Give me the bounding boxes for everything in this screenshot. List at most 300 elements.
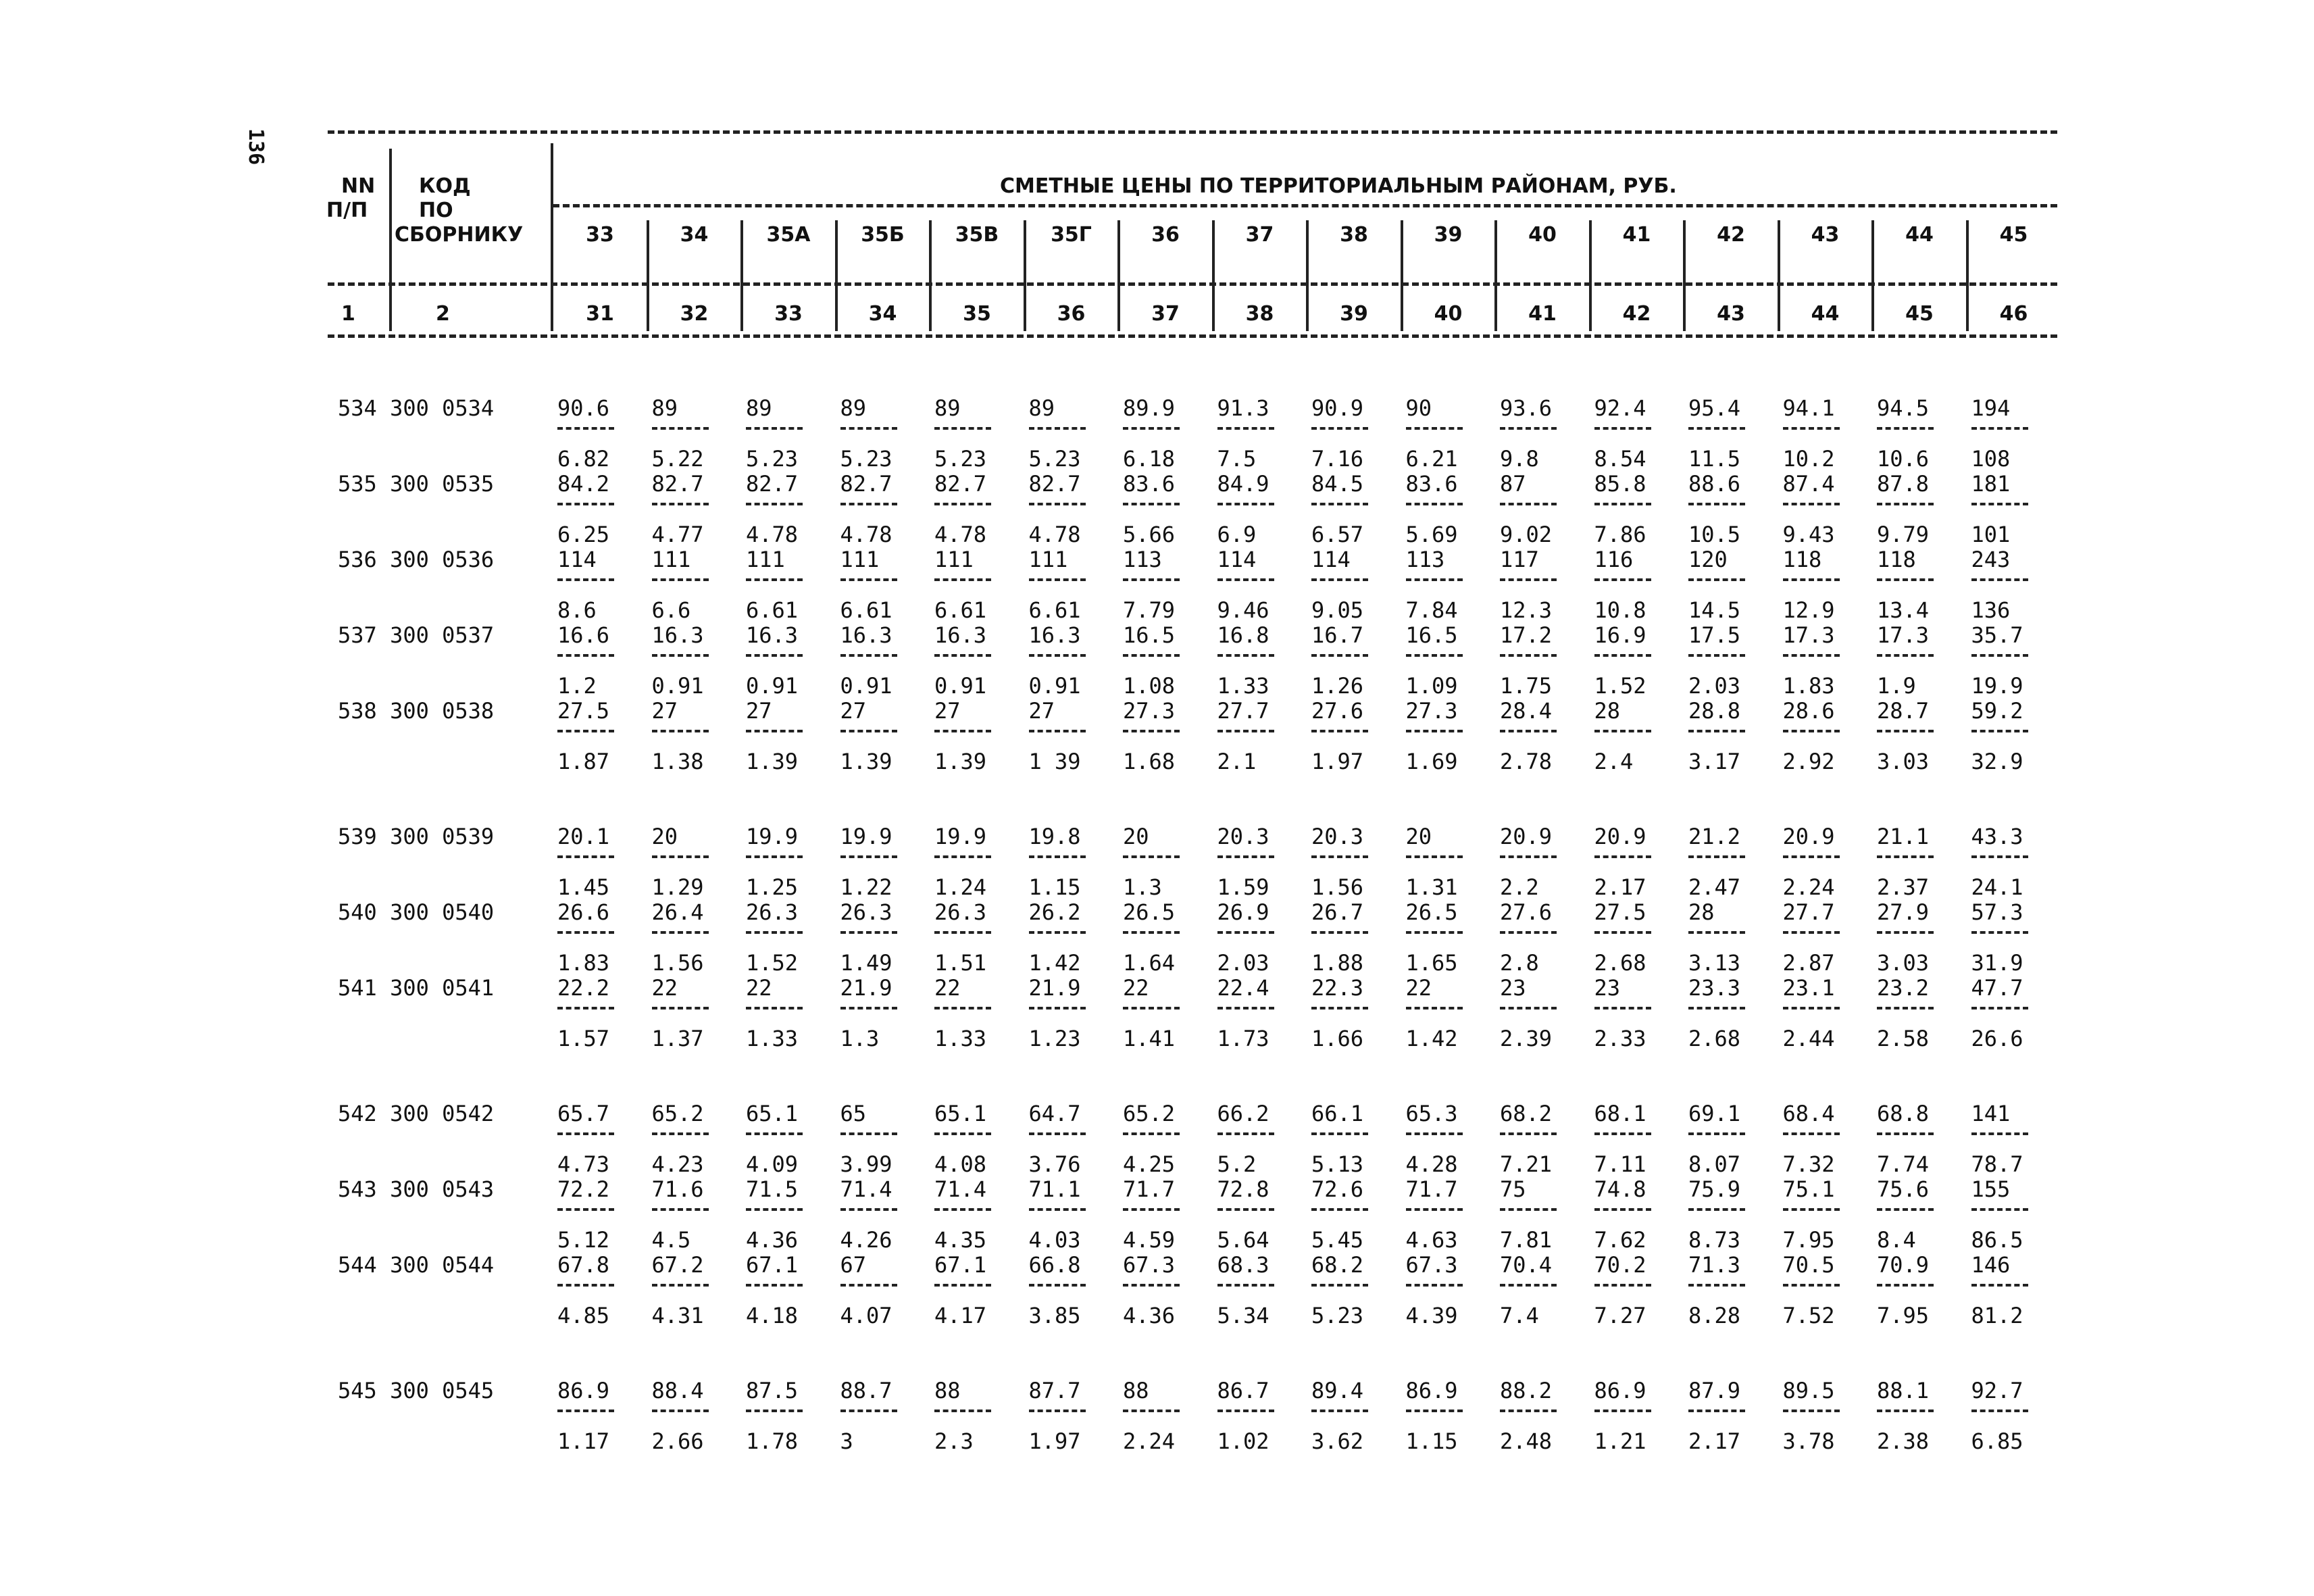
fraction-bar xyxy=(1406,1007,1463,1009)
price-denominator: 6.82 xyxy=(557,446,610,472)
price-numerator: 65.2 xyxy=(651,1101,704,1126)
price-denominator: 1.2 xyxy=(557,673,597,699)
price-numerator: 111 xyxy=(746,547,785,572)
price-numerator: 90 xyxy=(1405,395,1432,421)
fraction-bar xyxy=(1783,1132,1840,1135)
price-denominator: 6.6 xyxy=(651,597,691,623)
fraction-bar xyxy=(1311,1410,1368,1412)
price-denominator: 14.5 xyxy=(1688,597,1741,623)
price-numerator: 86.9 xyxy=(557,1378,610,1403)
price-numerator: 16.3 xyxy=(746,622,799,648)
price-denominator: 7.4 xyxy=(1500,1303,1539,1328)
header-colnum: 1 xyxy=(341,302,355,326)
fraction-bar xyxy=(1311,1208,1368,1211)
fraction-bar xyxy=(1688,730,1745,732)
price-denominator: 1.38 xyxy=(651,749,704,774)
price-denominator: 2.24 xyxy=(1123,1428,1176,1454)
price-denominator: 5.66 xyxy=(1123,522,1176,547)
header-title: СМЕТНЫЕ ЦЕНЫ ПО ТЕРРИТОРИАЛЬНЫМ РАЙОНАМ, РУБ. xyxy=(1000,174,1677,198)
price-numerator: 16.3 xyxy=(934,622,987,648)
price-numerator: 20 xyxy=(651,824,678,849)
price-numerator: 68.2 xyxy=(1500,1101,1553,1126)
price-numerator: 65.1 xyxy=(934,1101,987,1126)
price-numerator: 16.3 xyxy=(840,622,892,648)
price-numerator: 28.6 xyxy=(1782,698,1835,724)
price-denominator: 2.66 xyxy=(651,1428,704,1454)
price-denominator: 4.23 xyxy=(651,1151,704,1177)
price-denominator: 8.28 xyxy=(1688,1303,1741,1328)
price-numerator: 95.4 xyxy=(1688,395,1741,421)
price-denominator: 1.52 xyxy=(746,950,799,976)
price-numerator: 65.3 xyxy=(1405,1101,1458,1126)
price-denominator: 1.42 xyxy=(1405,1026,1458,1051)
fraction-bar xyxy=(1688,931,1745,934)
header-divider xyxy=(740,220,743,331)
price-numerator: 67.2 xyxy=(651,1252,704,1278)
fraction-bar xyxy=(840,1132,897,1135)
price-numerator: 117 xyxy=(1500,547,1539,572)
fraction-bar xyxy=(746,931,803,934)
row-code: 536 300 0536 xyxy=(338,547,495,572)
price-denominator: 2.38 xyxy=(1877,1428,1930,1454)
price-denominator: 7.84 xyxy=(1405,597,1458,623)
fraction-bar xyxy=(934,578,991,581)
price-numerator: 27.5 xyxy=(557,698,610,724)
price-numerator: 84.9 xyxy=(1217,471,1269,497)
fraction-bar xyxy=(1217,730,1274,732)
price-numerator: 89.4 xyxy=(1311,1378,1364,1403)
fraction-bar xyxy=(1877,578,1934,581)
price-denominator: 1.21 xyxy=(1594,1428,1646,1454)
price-denominator: 1.83 xyxy=(1782,673,1835,699)
fraction-bar xyxy=(746,654,803,657)
price-numerator: 86.9 xyxy=(1594,1378,1646,1403)
price-denominator: 3.99 xyxy=(840,1151,892,1177)
price-denominator: 1.33 xyxy=(1217,673,1269,699)
price-denominator: 1.56 xyxy=(1311,874,1364,900)
price-denominator: 5.64 xyxy=(1217,1227,1269,1253)
price-denominator: 4.36 xyxy=(746,1227,799,1253)
price-numerator: 20 xyxy=(1405,824,1432,849)
fraction-bar xyxy=(1688,427,1745,430)
price-denominator: 4.5 xyxy=(651,1227,691,1253)
price-numerator: 20.1 xyxy=(557,824,610,849)
header-po: ПО xyxy=(419,199,453,222)
price-denominator: 6.61 xyxy=(1028,597,1081,623)
price-denominator: 2.87 xyxy=(1782,950,1835,976)
price-numerator: 72.8 xyxy=(1217,1176,1269,1202)
fraction-bar xyxy=(1123,931,1180,934)
fraction-bar xyxy=(1971,730,2028,732)
region-header: 35Б xyxy=(861,223,905,247)
price-numerator: 65 xyxy=(840,1101,867,1126)
fraction-bar xyxy=(1406,427,1463,430)
fraction-bar xyxy=(557,1007,614,1009)
fraction-bar xyxy=(652,1132,709,1135)
price-numerator: 35.7 xyxy=(1971,622,2023,648)
price-denominator: 6.9 xyxy=(1217,522,1257,547)
price-denominator: 4.78 xyxy=(746,522,799,547)
price-numerator: 65.7 xyxy=(557,1101,610,1126)
fraction-bar xyxy=(934,730,991,732)
fraction-bar xyxy=(1406,1208,1463,1211)
fraction-bar xyxy=(1971,1410,2028,1412)
price-numerator: 111 xyxy=(934,547,974,572)
price-denominator: 10.8 xyxy=(1594,597,1646,623)
price-denominator: 9.79 xyxy=(1877,522,1930,547)
fraction-bar xyxy=(557,654,614,657)
price-numerator: 16.5 xyxy=(1123,622,1176,648)
price-numerator: 23 xyxy=(1500,975,1526,1001)
fraction-bar xyxy=(1029,1410,1086,1412)
price-denominator: 7.16 xyxy=(1311,446,1364,472)
price-numerator: 89 xyxy=(934,395,961,421)
price-denominator: 2.17 xyxy=(1594,874,1646,900)
price-denominator: 1.45 xyxy=(557,874,610,900)
price-denominator: 1.15 xyxy=(1028,874,1081,900)
price-numerator: 17.2 xyxy=(1500,622,1553,648)
fraction-bar xyxy=(1029,427,1086,430)
price-denominator: 1.97 xyxy=(1311,749,1364,774)
region-header: 45 xyxy=(1999,223,2028,247)
fraction-bar xyxy=(746,503,803,505)
fraction-bar xyxy=(840,730,897,732)
fraction-bar xyxy=(840,654,897,657)
price-denominator: 4.39 xyxy=(1405,1303,1458,1328)
price-numerator: 27.5 xyxy=(1594,899,1646,925)
fraction-bar xyxy=(1311,1284,1368,1287)
price-denominator: 1.39 xyxy=(746,749,799,774)
price-denominator: 3.76 xyxy=(1028,1151,1081,1177)
fraction-bar xyxy=(1217,1007,1274,1009)
fraction-bar xyxy=(1688,654,1745,657)
price-numerator: 181 xyxy=(1971,471,2011,497)
price-numerator: 88.7 xyxy=(840,1378,892,1403)
price-numerator: 19.9 xyxy=(934,824,987,849)
price-numerator: 27.3 xyxy=(1123,698,1176,724)
price-denominator: 7.74 xyxy=(1877,1151,1930,1177)
fraction-bar xyxy=(1594,855,1651,858)
price-denominator: 12.3 xyxy=(1500,597,1553,623)
fraction-bar xyxy=(652,578,709,581)
price-numerator: 72.2 xyxy=(557,1176,610,1202)
price-denominator: 1.23 xyxy=(1028,1026,1081,1051)
price-numerator: 28.7 xyxy=(1877,698,1930,724)
price-numerator: 146 xyxy=(1971,1252,2011,1278)
fraction-bar xyxy=(1500,931,1557,934)
price-denominator: 0.91 xyxy=(840,673,892,699)
price-denominator: 3.17 xyxy=(1688,749,1741,774)
fraction-bar xyxy=(1877,1410,1934,1412)
header-mid-rule xyxy=(328,282,2057,286)
price-denominator: 1.08 xyxy=(1123,673,1176,699)
fraction-bar xyxy=(1688,1410,1745,1412)
price-numerator: 43.3 xyxy=(1971,824,2023,849)
price-numerator: 86.7 xyxy=(1217,1378,1269,1403)
price-numerator: 113 xyxy=(1405,547,1445,572)
price-numerator: 92.7 xyxy=(1971,1378,2023,1403)
price-numerator: 82.7 xyxy=(1028,471,1081,497)
fraction-bar xyxy=(557,427,614,430)
header-divider xyxy=(1871,220,1874,331)
price-numerator: 111 xyxy=(651,547,691,572)
fraction-bar xyxy=(1500,1132,1557,1135)
price-numerator: 16.6 xyxy=(557,622,610,648)
fraction-bar xyxy=(1123,1284,1180,1287)
fraction-bar xyxy=(840,931,897,934)
price-numerator: 16.3 xyxy=(651,622,704,648)
fraction-bar xyxy=(1406,1132,1463,1135)
price-numerator: 17.3 xyxy=(1782,622,1835,648)
price-numerator: 116 xyxy=(1594,547,1634,572)
price-denominator: 1.42 xyxy=(1028,950,1081,976)
price-numerator: 20.9 xyxy=(1594,824,1646,849)
price-numerator: 17.3 xyxy=(1877,622,1930,648)
price-numerator: 71.7 xyxy=(1405,1176,1458,1202)
price-denominator: 1.73 xyxy=(1217,1026,1269,1051)
price-denominator: 4.07 xyxy=(840,1303,892,1328)
price-numerator: 27 xyxy=(840,698,867,724)
price-denominator: 1 39 xyxy=(1028,749,1081,774)
price-denominator: 7.5 xyxy=(1217,446,1257,472)
price-numerator: 66.8 xyxy=(1028,1252,1081,1278)
price-denominator: 5.23 xyxy=(1311,1303,1364,1328)
price-numerator: 22 xyxy=(934,975,961,1001)
fraction-bar xyxy=(1406,1284,1463,1287)
fraction-bar xyxy=(557,1132,614,1135)
price-numerator: 71.7 xyxy=(1123,1176,1176,1202)
header-divider xyxy=(835,220,838,331)
price-numerator: 26.5 xyxy=(1123,899,1176,925)
fraction-bar xyxy=(1500,503,1557,505)
price-numerator: 89 xyxy=(746,395,772,421)
fraction-bar xyxy=(1877,1208,1934,1211)
table-header xyxy=(0,0,2314,351)
price-numerator: 89.5 xyxy=(1782,1378,1835,1403)
fraction-bar xyxy=(1971,654,2028,657)
price-denominator: 9.46 xyxy=(1217,597,1269,623)
fraction-bar xyxy=(1217,427,1274,430)
fraction-bar xyxy=(746,855,803,858)
fraction-bar xyxy=(1688,1007,1745,1009)
price-denominator: 6.18 xyxy=(1123,446,1176,472)
region-header: 35Г xyxy=(1051,223,1092,247)
price-numerator: 28.4 xyxy=(1500,698,1553,724)
header-divider xyxy=(1494,220,1497,331)
region-header: 38 xyxy=(1340,223,1368,247)
price-numerator: 82.7 xyxy=(651,471,704,497)
column-number: 41 xyxy=(1528,302,1557,326)
price-numerator: 118 xyxy=(1782,547,1822,572)
fraction-bar xyxy=(746,578,803,581)
price-denominator: 6.61 xyxy=(840,597,892,623)
price-numerator: 17.5 xyxy=(1688,622,1741,648)
price-numerator: 87.4 xyxy=(1782,471,1835,497)
header-title-rule xyxy=(553,204,2057,207)
price-numerator: 93.6 xyxy=(1500,395,1553,421)
price-denominator: 2.92 xyxy=(1782,749,1835,774)
price-numerator: 75.1 xyxy=(1782,1176,1835,1202)
header-colnum: 2 xyxy=(436,302,450,326)
price-numerator: 16.7 xyxy=(1311,622,1364,648)
price-numerator: 70.5 xyxy=(1782,1252,1835,1278)
fraction-bar xyxy=(934,1208,991,1211)
price-denominator: 13.4 xyxy=(1877,597,1930,623)
fraction-bar xyxy=(652,1208,709,1211)
fraction-bar xyxy=(557,503,614,505)
price-denominator: 10.5 xyxy=(1688,522,1741,547)
price-numerator: 88.1 xyxy=(1877,1378,1930,1403)
price-numerator: 27 xyxy=(651,698,678,724)
header-divider xyxy=(1966,220,1969,331)
price-denominator: 7.21 xyxy=(1500,1151,1553,1177)
price-denominator: 10.2 xyxy=(1782,446,1835,472)
price-denominator: 4.17 xyxy=(934,1303,987,1328)
fraction-bar xyxy=(557,1410,614,1412)
column-number: 36 xyxy=(1057,302,1086,326)
price-numerator: 20.3 xyxy=(1217,824,1269,849)
price-denominator: 4.31 xyxy=(651,1303,704,1328)
fraction-bar xyxy=(1123,855,1180,858)
price-numerator: 87.7 xyxy=(1028,1378,1081,1403)
price-numerator: 26.5 xyxy=(1405,899,1458,925)
price-numerator: 22.4 xyxy=(1217,975,1269,1001)
price-denominator: 1.9 xyxy=(1877,673,1916,699)
fraction-bar xyxy=(1029,1284,1086,1287)
page-number: 136 xyxy=(244,128,268,166)
price-numerator: 22 xyxy=(1405,975,1432,1001)
price-denominator: 8.54 xyxy=(1594,446,1646,472)
fraction-bar xyxy=(1500,1284,1557,1287)
fraction-bar xyxy=(1217,1284,1274,1287)
price-numerator: 87.9 xyxy=(1688,1378,1741,1403)
price-denominator: 2.47 xyxy=(1688,874,1741,900)
price-numerator: 92.4 xyxy=(1594,395,1646,421)
column-number: 38 xyxy=(1245,302,1274,326)
price-denominator: 1.15 xyxy=(1405,1428,1458,1454)
price-denominator: 101 xyxy=(1971,522,2011,547)
fraction-bar xyxy=(1500,578,1557,581)
price-denominator: 19.9 xyxy=(1971,673,2023,699)
price-numerator: 26.3 xyxy=(840,899,892,925)
price-numerator: 22.3 xyxy=(1311,975,1364,1001)
price-numerator: 155 xyxy=(1971,1176,2011,1202)
fraction-bar xyxy=(1311,1007,1368,1009)
price-numerator: 64.7 xyxy=(1028,1101,1081,1126)
price-numerator: 70.4 xyxy=(1500,1252,1553,1278)
price-numerator: 68.2 xyxy=(1311,1252,1364,1278)
price-denominator: 8.6 xyxy=(557,597,597,623)
price-denominator: 1.41 xyxy=(1123,1026,1176,1051)
price-numerator: 67.8 xyxy=(557,1252,610,1278)
price-numerator: 22 xyxy=(746,975,772,1001)
header-divider xyxy=(929,220,932,331)
fraction-bar xyxy=(557,1208,614,1211)
fraction-bar xyxy=(652,503,709,505)
fraction-bar xyxy=(934,1007,991,1009)
fraction-bar xyxy=(1783,1410,1840,1412)
price-numerator: 70.9 xyxy=(1877,1252,1930,1278)
fraction-bar xyxy=(1406,931,1463,934)
fraction-bar xyxy=(1594,503,1651,505)
price-numerator: 26.9 xyxy=(1217,899,1269,925)
price-denominator: 2.48 xyxy=(1500,1428,1553,1454)
price-numerator: 66.2 xyxy=(1217,1101,1269,1126)
fraction-bar xyxy=(1123,1007,1180,1009)
fraction-bar xyxy=(934,503,991,505)
fraction-bar xyxy=(1123,1410,1180,1412)
fraction-bar xyxy=(1971,1007,2028,1009)
region-header: 41 xyxy=(1622,223,1651,247)
fraction-bar xyxy=(1594,730,1651,732)
fraction-bar xyxy=(1311,1132,1368,1135)
header-divider xyxy=(389,149,392,331)
fraction-bar xyxy=(652,1007,709,1009)
fraction-bar xyxy=(1029,578,1086,581)
fraction-bar xyxy=(1594,931,1651,934)
price-denominator: 5.23 xyxy=(746,446,799,472)
price-denominator: 2.8 xyxy=(1500,950,1539,976)
price-numerator: 67.1 xyxy=(934,1252,987,1278)
price-numerator: 111 xyxy=(840,547,880,572)
fraction-bar xyxy=(1500,654,1557,657)
price-numerator: 85.8 xyxy=(1594,471,1646,497)
price-numerator: 69.1 xyxy=(1688,1101,1741,1126)
price-denominator: 1.64 xyxy=(1123,950,1176,976)
price-denominator: 4.36 xyxy=(1123,1303,1176,1328)
row-code: 544 300 0544 xyxy=(338,1252,495,1278)
fraction-bar xyxy=(840,1410,897,1412)
price-denominator: 1.02 xyxy=(1217,1428,1269,1454)
fraction-bar xyxy=(1971,1284,2028,1287)
price-numerator: 71.6 xyxy=(651,1176,704,1202)
region-header: 42 xyxy=(1717,223,1745,247)
price-denominator: 11.5 xyxy=(1688,446,1741,472)
fraction-bar xyxy=(1500,730,1557,732)
price-numerator: 65.1 xyxy=(746,1101,799,1126)
price-numerator: 21.9 xyxy=(1028,975,1081,1001)
fraction-bar xyxy=(1311,503,1368,505)
fraction-bar xyxy=(557,931,614,934)
region-header: 40 xyxy=(1528,223,1557,247)
price-denominator: 1.87 xyxy=(557,749,610,774)
price-denominator: 7.86 xyxy=(1594,522,1646,547)
price-numerator: 57.3 xyxy=(1971,899,2023,925)
fraction-bar xyxy=(840,1284,897,1287)
price-denominator: 1.56 xyxy=(651,950,704,976)
region-header: 39 xyxy=(1434,223,1463,247)
price-denominator: 4.78 xyxy=(840,522,892,547)
price-numerator: 27 xyxy=(1028,698,1055,724)
fraction-bar xyxy=(746,1410,803,1412)
price-denominator: 2.03 xyxy=(1217,950,1269,976)
fraction-bar xyxy=(1217,578,1274,581)
row-code: 545 300 0545 xyxy=(338,1378,495,1403)
price-denominator: 0.91 xyxy=(651,673,704,699)
price-denominator: 5.23 xyxy=(934,446,987,472)
price-denominator: 5.2 xyxy=(1217,1151,1257,1177)
fraction-bar xyxy=(1594,1132,1651,1135)
price-numerator: 66.1 xyxy=(1311,1101,1364,1126)
fraction-bar xyxy=(1783,1284,1840,1287)
fraction-bar xyxy=(1406,578,1463,581)
price-numerator: 21.9 xyxy=(840,975,892,1001)
price-denominator: 31.9 xyxy=(1971,950,2023,976)
region-header: 34 xyxy=(680,223,709,247)
price-denominator: 1.39 xyxy=(840,749,892,774)
price-numerator: 23.3 xyxy=(1688,975,1741,1001)
price-denominator: 1.25 xyxy=(746,874,799,900)
